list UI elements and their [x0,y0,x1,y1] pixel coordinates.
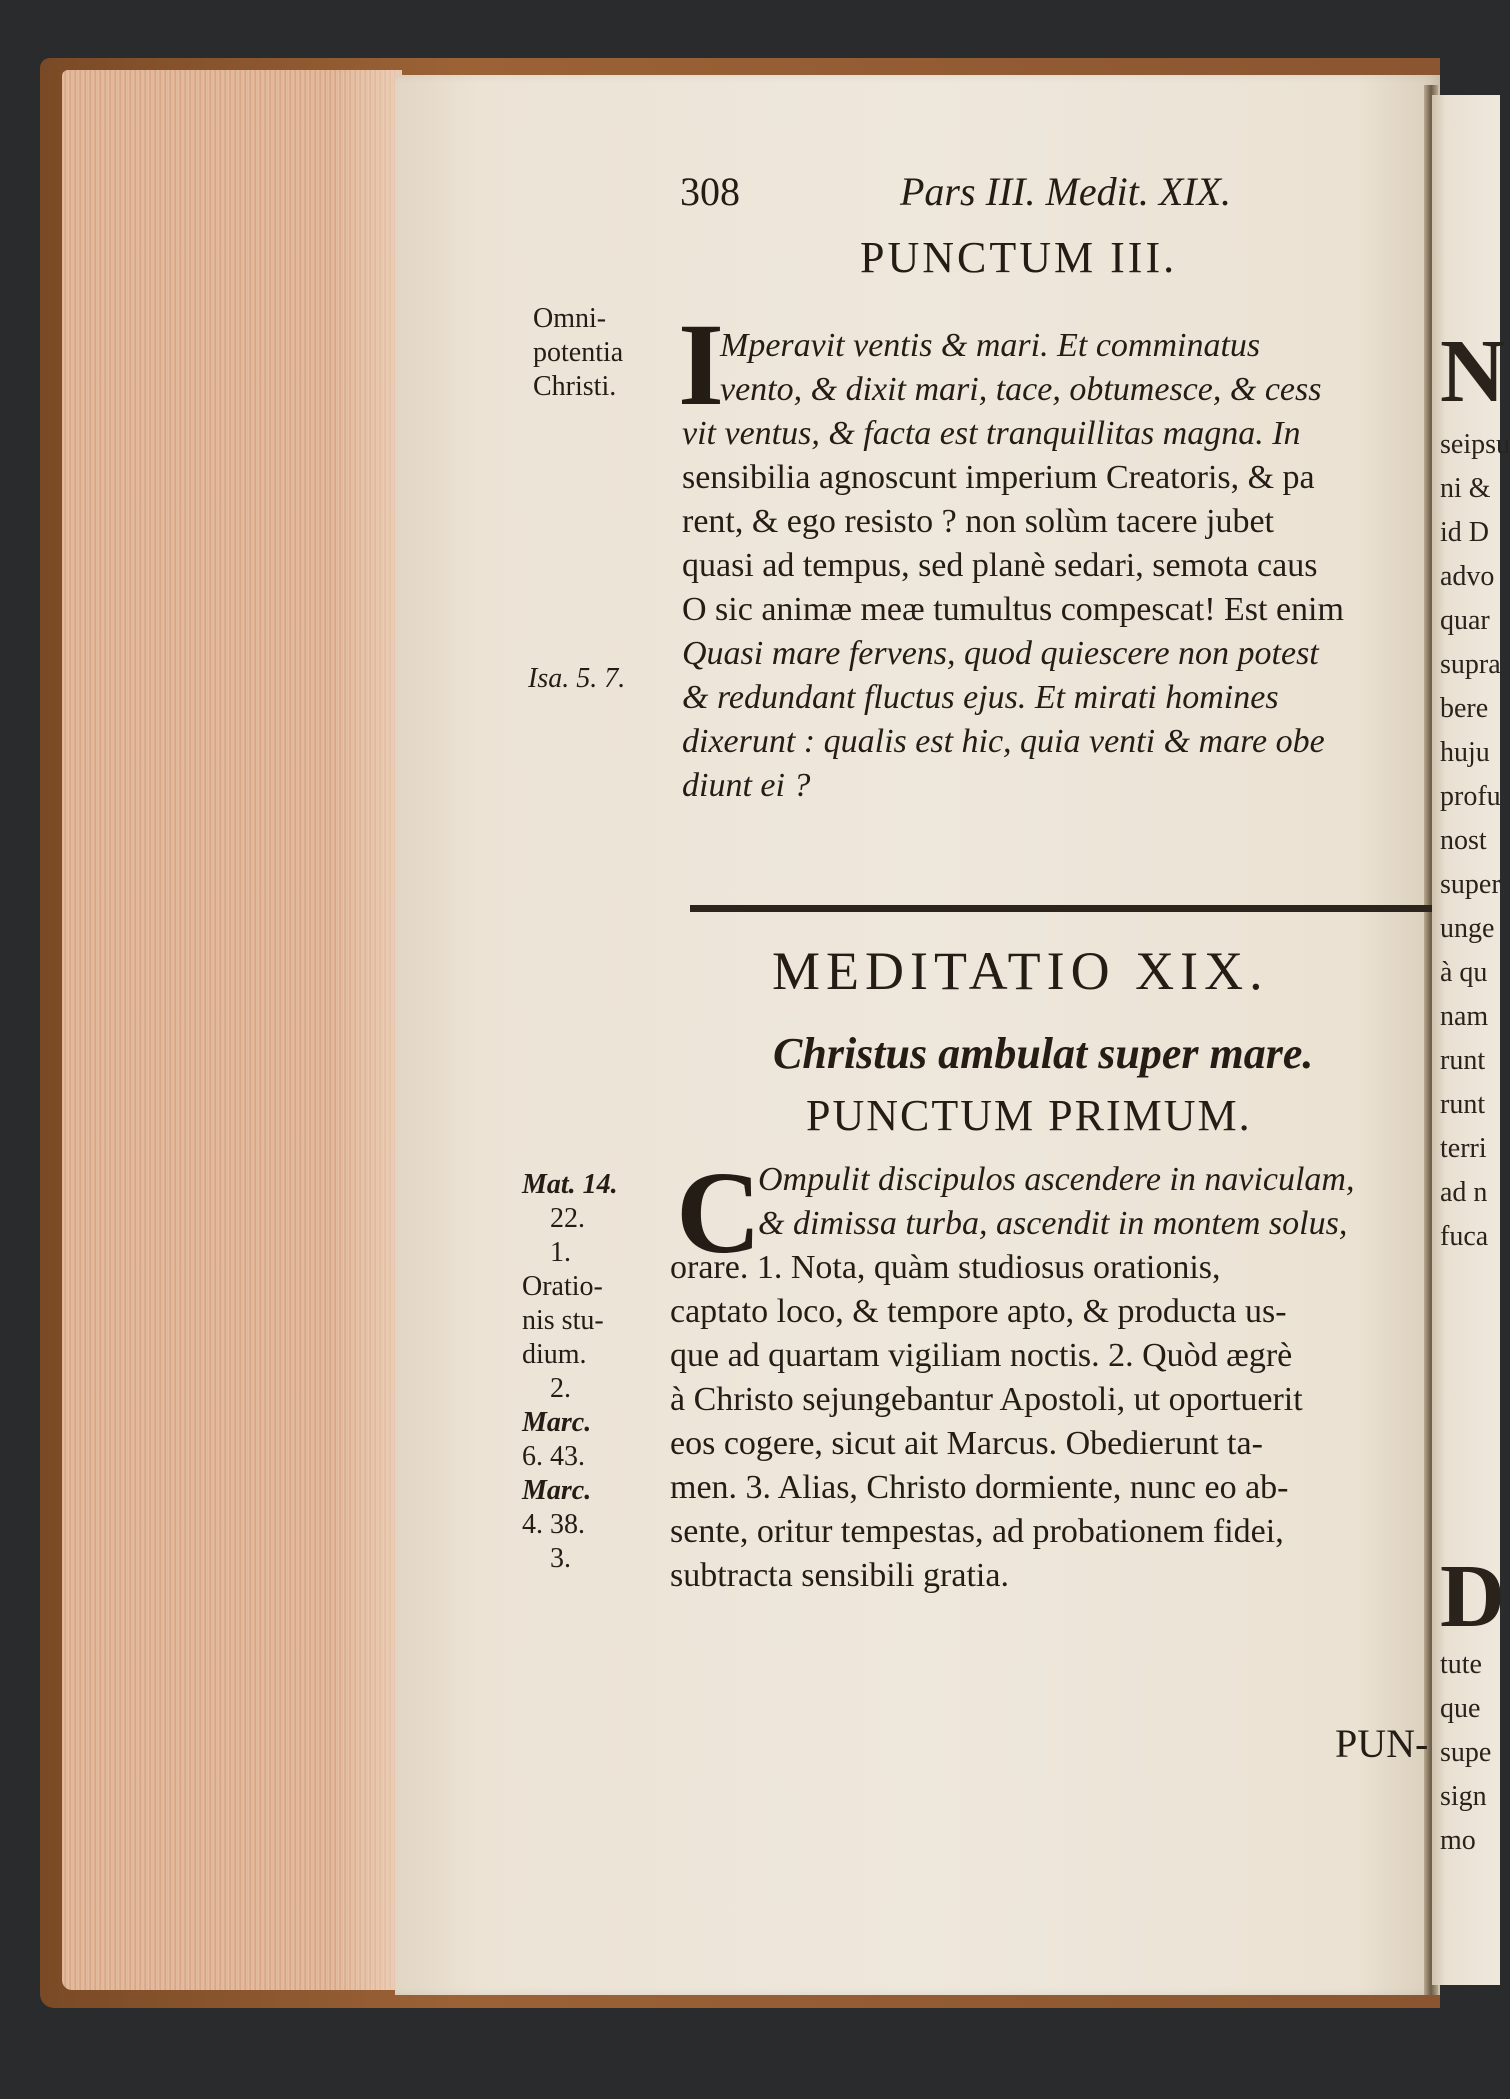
catchword: PUN- [1335,1721,1429,1766]
margin-note-line: 6. 43. [522,1441,585,1472]
text-line: rent, & ego resisto ? non solùm tacere jubet [682,503,1274,540]
facing-line: ni & [1440,473,1491,504]
text-line: subtracta sensibili gratia. [670,1557,1009,1594]
facing-line: bere [1440,693,1489,724]
meditation-subtitle: Christus ambulat super mare. [773,1029,1314,1078]
text-line: sensibilia agnoscunt imperium Creatoris, & pa [682,459,1315,496]
text-line: dixerunt : qualis est hic, quia venti & mare obe [682,723,1325,760]
text-line: Quasi mare fervens, quod quiescere non potest [682,635,1319,672]
margin-note-line: Marc. [522,1475,592,1506]
text-line: vento, & dixit mari, tace, obtumesce, & cess [720,371,1322,408]
margin-note-line: 3. [550,1543,571,1574]
text-line: Mperavit ventis & mari. Et comminatus [720,327,1261,364]
facing-page [1432,95,1510,1985]
margin-note-line: potentia [533,337,624,368]
text-line: quasi ad tempus, sed planè sedari, semota caus [682,547,1318,584]
section-heading: PUNCTUM III. [860,233,1178,282]
facing-line: nam [1440,1001,1489,1032]
text-line: Ompulit discipulos ascendere in naviculam, [758,1161,1355,1198]
drop-cap-i: I [678,299,724,430]
text-line: O sic animæ meæ tumultus compescat! Est enim [682,591,1344,628]
facing-line: runt [1440,1045,1486,1076]
section2-text [670,1147,1432,1598]
facing-line: tute [1440,1649,1482,1680]
text-line: men. 3. Alias, Christo dormiente, nunc eo ab- [670,1469,1289,1506]
facing-line: id D [1440,517,1489,548]
facing-line: nost [1440,825,1487,856]
section-rule [690,905,1432,912]
margin-note-line: 22. [550,1203,585,1234]
running-head: Pars III. Medit. XIX. [900,169,1232,214]
text-line: à Christo sejungebantur Apostoli, ut oportuerit [670,1381,1303,1418]
facing-line: unge [1440,913,1495,944]
margin-note-line: Mat. 14. [522,1169,618,1200]
margin-note-omnipotentia [533,302,623,404]
text-line: sente, oritur tempestas, ad probationem fidei, [670,1513,1284,1550]
text-line: vit ventus, & facta est tranquillitas magna. In [682,415,1301,452]
margin-note-line: Oratio- [522,1271,603,1302]
facing-line: advo [1440,561,1495,592]
text-line: eos cogere, sicut ait Marcus. Obedierunt ta- [670,1425,1263,1462]
punctum-primum-heading: PUNCTUM PRIMUM. [806,1091,1252,1140]
margin-note-line: Marc. [522,1407,592,1438]
facing-line: supe [1440,1737,1492,1768]
meditation-title: MEDITATIO XIX. [772,941,1269,1001]
facing-line: huju [1440,737,1490,768]
facing-line: super [1440,869,1501,900]
facing-line: supra [1440,649,1501,680]
text-line: & dimissa turba, ascendit in montem solus, [758,1205,1348,1242]
facing-line: que [1440,1693,1481,1724]
section1-text [682,324,1427,808]
margin-note-line: 2. [550,1373,571,1404]
facing-text-lines-2 [1440,1643,1491,1863]
page-edges [62,70,402,1990]
drop-cap-c: C [676,1147,762,1278]
text-line: & redundant fluctus ejus. Et mirati homines [682,679,1279,716]
facing-text-lines [1440,423,1510,1259]
facing-line: ad n [1440,1177,1488,1208]
facing-line: runt [1440,1089,1486,1120]
facing-initial-d: D [1440,1547,1505,1646]
text-line: captato loco, & tempore apto, & producta us- [670,1293,1287,1330]
margin-note-line: dium. [522,1339,587,1370]
page-number: 308 [680,169,740,214]
text-line: diunt ei ? [682,767,811,804]
margin-notes-section2 [522,1168,618,1576]
facing-line: sign [1440,1781,1487,1812]
margin-note-line: Omni- [533,303,607,334]
facing-line: terri [1440,1133,1487,1164]
facing-line: à qu [1440,957,1488,988]
facing-line: profu [1440,781,1501,812]
facing-line: mo [1440,1825,1476,1856]
facing-line: fuca [1440,1221,1489,1252]
margin-note-line: 4. 38. [522,1509,585,1540]
facing-line: quar [1440,605,1490,636]
margin-note-line: Christi. [533,371,617,402]
text-line: orare. 1. Nota, quàm studiosus orationis, [670,1249,1221,1286]
margin-ref-isa: Isa. 5. 7. [528,663,626,694]
facing-initial-n: N [1440,322,1505,421]
margin-note-line: nis stu- [522,1305,604,1336]
text-line: que ad quartam vigiliam noctis. 2. Quòd ægrè [670,1337,1293,1374]
facing-line: seipsu [1440,429,1510,460]
margin-note-line: 1. [550,1237,571,1268]
